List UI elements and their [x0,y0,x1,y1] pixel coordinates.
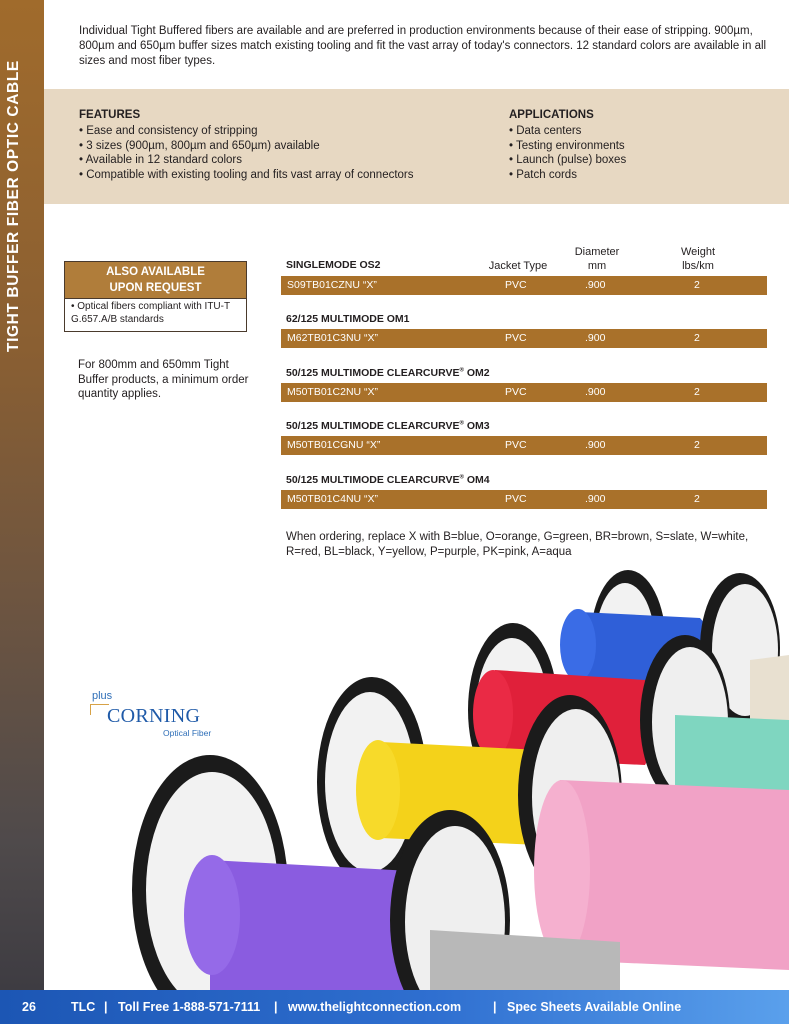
header-diameter [566,245,628,273]
jacket-type: PVC [505,439,527,451]
application-item: • Testing environments [509,139,626,154]
section-title [286,313,410,325]
jacket-type: PVC [505,386,527,398]
diameter: .900 [585,332,606,344]
footer-bar [0,990,789,1024]
diameter: .900 [585,386,606,398]
jacket-type: PVC [505,279,527,291]
header-diameter-label: Diameter [574,246,620,258]
product-row [281,329,767,348]
product-row [281,383,767,402]
moq-note: For 800mm and 650mm Tight Buffer products, a minimum order quantity applies. [78,359,249,400]
registered-mark: ® [459,420,464,427]
product-row [281,490,767,509]
logo-name: CORNING [107,705,201,727]
weight: 2 [694,386,700,398]
section-title-text: 50/125 MULTIMODE CLEARCURVE [286,474,460,486]
also-available-line1: ALSO AVAILABLE [106,266,205,278]
registered-mark: ® [459,474,464,481]
part-number: M50TB01CGNU “X” [287,439,381,451]
logo-plus: plus [92,690,113,702]
section-title-text: 62/125 MULTIMODE OM1 [286,313,410,325]
section-title-text: 50/125 MULTIMODE CLEARCURVE [286,420,460,432]
weight: 2 [694,332,700,344]
weight: 2 [694,279,700,291]
also-available-line2: UPON REQUEST [109,281,202,294]
also-available-box [64,261,247,332]
footer-separator: | [274,1000,278,1014]
footer-separator: | [493,1000,497,1014]
applications-title: APPLICATIONS [509,109,594,121]
application-item: • Data centers [509,124,626,139]
diameter: .900 [585,493,606,505]
application-item: • Patch cords [509,168,626,183]
also-available-header [65,262,246,299]
footer-url[interactable]: www.thelightconnection.com [288,1000,462,1014]
diameter: .900 [585,279,606,291]
application-item: • Launch (pulse) boxes [509,153,626,168]
sidebar [0,0,44,990]
fiber-spools-photo [100,570,789,990]
feature-item: • 3 sizes (900µm, 800µm and 650µm) available [79,139,414,154]
section-title [286,367,490,379]
jacket-type: PVC [505,493,527,505]
page-number: 26 [22,1000,36,1014]
header-weight-label: Weight [680,246,716,258]
weight: 2 [694,439,700,451]
section-grade: OM2 [463,367,490,379]
feature-item: • Compatible with existing tooling and fits vast array of connectors [79,168,414,183]
weight: 2 [694,493,700,505]
also-available-item: • Optical fibers compliant with ITU-T G.657.A/B standards [71,301,230,325]
section-title [286,420,490,432]
section-grade: OM3 [463,420,490,432]
header-weight [670,245,726,273]
sidebar-title: TIGHT BUFFER FIBER OPTIC CABLE [5,60,22,352]
footer-separator: | [104,1000,108,1014]
jacket-type: PVC [505,332,527,344]
section-title-text: SINGLEMODE OS2 [286,259,381,271]
header-diameter-unit: mm [587,260,607,272]
part-number: S09TB01CZNU “X” [287,279,377,291]
ordering-note: When ordering, replace X with B=blue, O=orange, G=green, BR=brown, S=slate, W=white, R=red, BL=black, Y=yellow, P=purple, PK=pink, A=aqua [286,531,749,558]
section-grade: OM4 [463,474,490,486]
intro-paragraph: Individual Tight Buffered fibers are available and are preferred in production environments because of their ease of stripping. 900µm, 800µm and 650µm buffer sizes match existing tooling and fit the vast array of today's connectors. 12 standard colors are available in all sizes and most fiber types. [79,25,767,67]
features-title: FEATURES [79,109,141,121]
section-title-text: 50/125 MULTIMODE CLEARCURVE [286,367,460,379]
features-list [79,124,414,182]
part-number: M62TB01C3NU “X” [287,332,379,344]
footer-phone: Toll Free 1-888-571-7111 [118,1000,261,1014]
header-jacket-type: Jacket Type [488,260,548,272]
diameter: .900 [585,439,606,451]
section-title [286,259,381,271]
part-number: M50TB01C2NU “X” [287,386,379,398]
header-weight-unit: lbs/km [682,260,714,272]
feature-item: • Ease and consistency of stripping [79,124,414,139]
feature-item: • Available in 12 standard colors [79,153,414,168]
registered-mark: ® [459,367,464,374]
logo-tagline: Optical Fiber [163,728,212,738]
product-row [281,276,767,295]
applications-list [509,124,626,182]
section-title [286,474,490,486]
footer-company: TLC [71,1000,96,1014]
part-number: M50TB01C4NU “X” [287,493,379,505]
footer-tagline: Spec Sheets Available Online [507,1000,682,1014]
product-row [281,436,767,455]
